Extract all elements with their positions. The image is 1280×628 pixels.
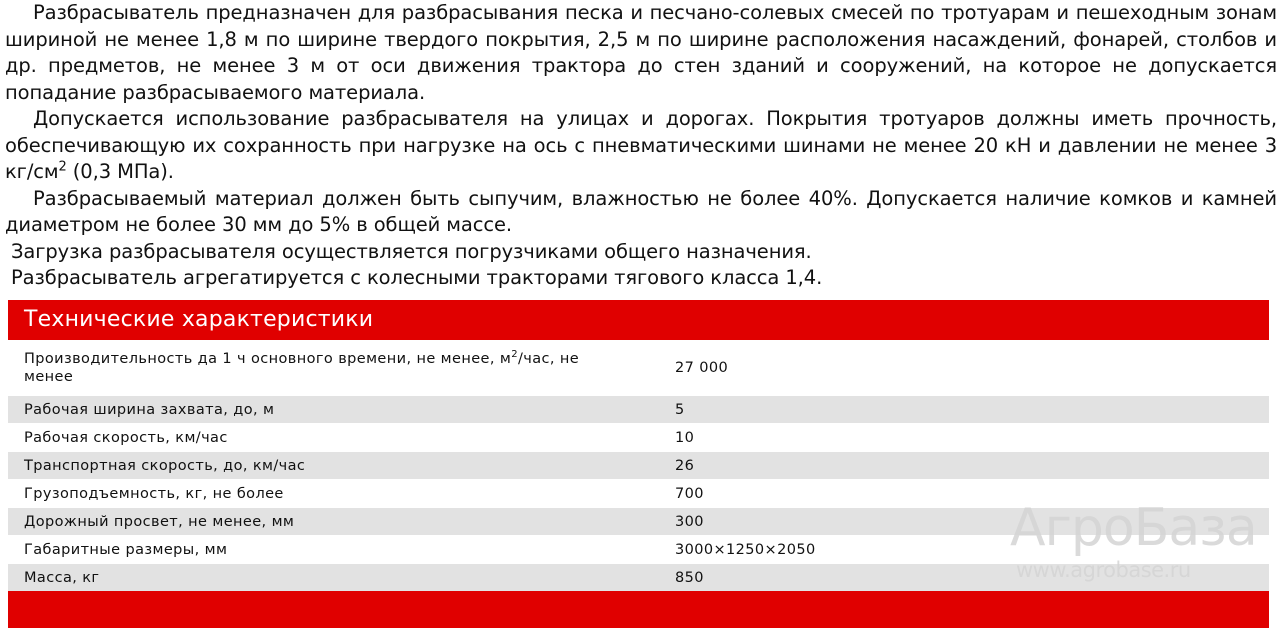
spec-label	[8, 350, 638, 386]
spec-value: 26	[675, 457, 695, 474]
paragraph-usage-text: Допускается использование разбрасывателя на улицах и дорогах. Покрытия тротуаров должны иметь прочность, обеспечивающую их сохранность при нагрузке на ось с пневматическими шинами не менее 20 кН и давлении не менее 3 кг/см	[5, 107, 1277, 183]
spec-value: 300	[675, 513, 704, 530]
description-text	[5, 0, 1277, 292]
paragraph-usage	[5, 106, 1277, 186]
paragraph-usage-tail: (0,3 МПа).	[66, 160, 174, 183]
spec-value: 27 000	[675, 360, 729, 376]
paragraph-loading: Загрузка разбрасывателя осуществляется погрузчиками общего назначения.	[11, 239, 812, 263]
paragraph-tractor: Разбрасыватель агрегатируется с колесными тракторами тягового класса 1,4.	[11, 266, 823, 289]
watermark-brand: АгроБаза	[1010, 498, 1257, 558]
spec-label: Дорожный просвет, не менее, мм	[24, 513, 295, 530]
spec-label: Грузоподъемность, кг, не более	[24, 485, 284, 502]
specs-table	[8, 300, 1269, 628]
superscript: 2	[511, 349, 518, 361]
table-row	[8, 451, 1269, 479]
paragraph-purpose: Разбрасыватель предназначен для разбрасывания песка и песчано-солевых смесей по тротуарам и пешеходным зонам шириной не менее 1,8 м по ширине твердого покрытия, 2,5 м по ширине расположения насаждений, фонарей, столбов и др. предметов, не менее 3 м от оси движения трактора до стен зданий и сооружений, на которое не допускается попадание разбрасываемого материала.	[5, 1, 1277, 104]
spec-label: Рабочая ширина захвата, до, м	[24, 401, 275, 418]
spec-value: 5	[675, 401, 685, 418]
spec-label: Масса, кг	[24, 569, 100, 586]
spec-label-tail: /час, не менее	[24, 351, 580, 385]
spec-value: 850	[675, 569, 704, 586]
table-row	[8, 563, 1269, 591]
spec-label: Габаритные размеры, мм	[24, 541, 228, 558]
table-row	[8, 535, 1269, 563]
spec-label: Рабочая скорость, км/час	[24, 429, 228, 446]
spec-value: 700	[675, 485, 704, 502]
spec-label: Транспортная скорость, до, км/час	[24, 457, 306, 474]
table-row	[8, 423, 1269, 451]
table-row	[8, 507, 1269, 535]
paragraph-material: Разбрасываемый материал должен быть сыпучим, влажностью не более 40%. Допускается наличие комков и камней диаметром не более 30 мм до 5% в общей массе.	[5, 186, 1277, 236]
specs-table-title: Технические характеристики	[8, 300, 1269, 340]
table-row	[8, 340, 1269, 395]
spec-value: 3000×1250×2050	[675, 541, 816, 558]
watermark-url: www.agrobase.ru	[1016, 558, 1191, 582]
specs-table-footer-bar	[8, 591, 1269, 628]
spec-label-text: Производительность да 1 ч основного времени, не менее, м	[24, 351, 512, 367]
spec-value: 10	[675, 429, 695, 446]
superscript: 2	[58, 159, 67, 175]
table-row	[8, 395, 1269, 423]
table-row	[8, 479, 1269, 507]
